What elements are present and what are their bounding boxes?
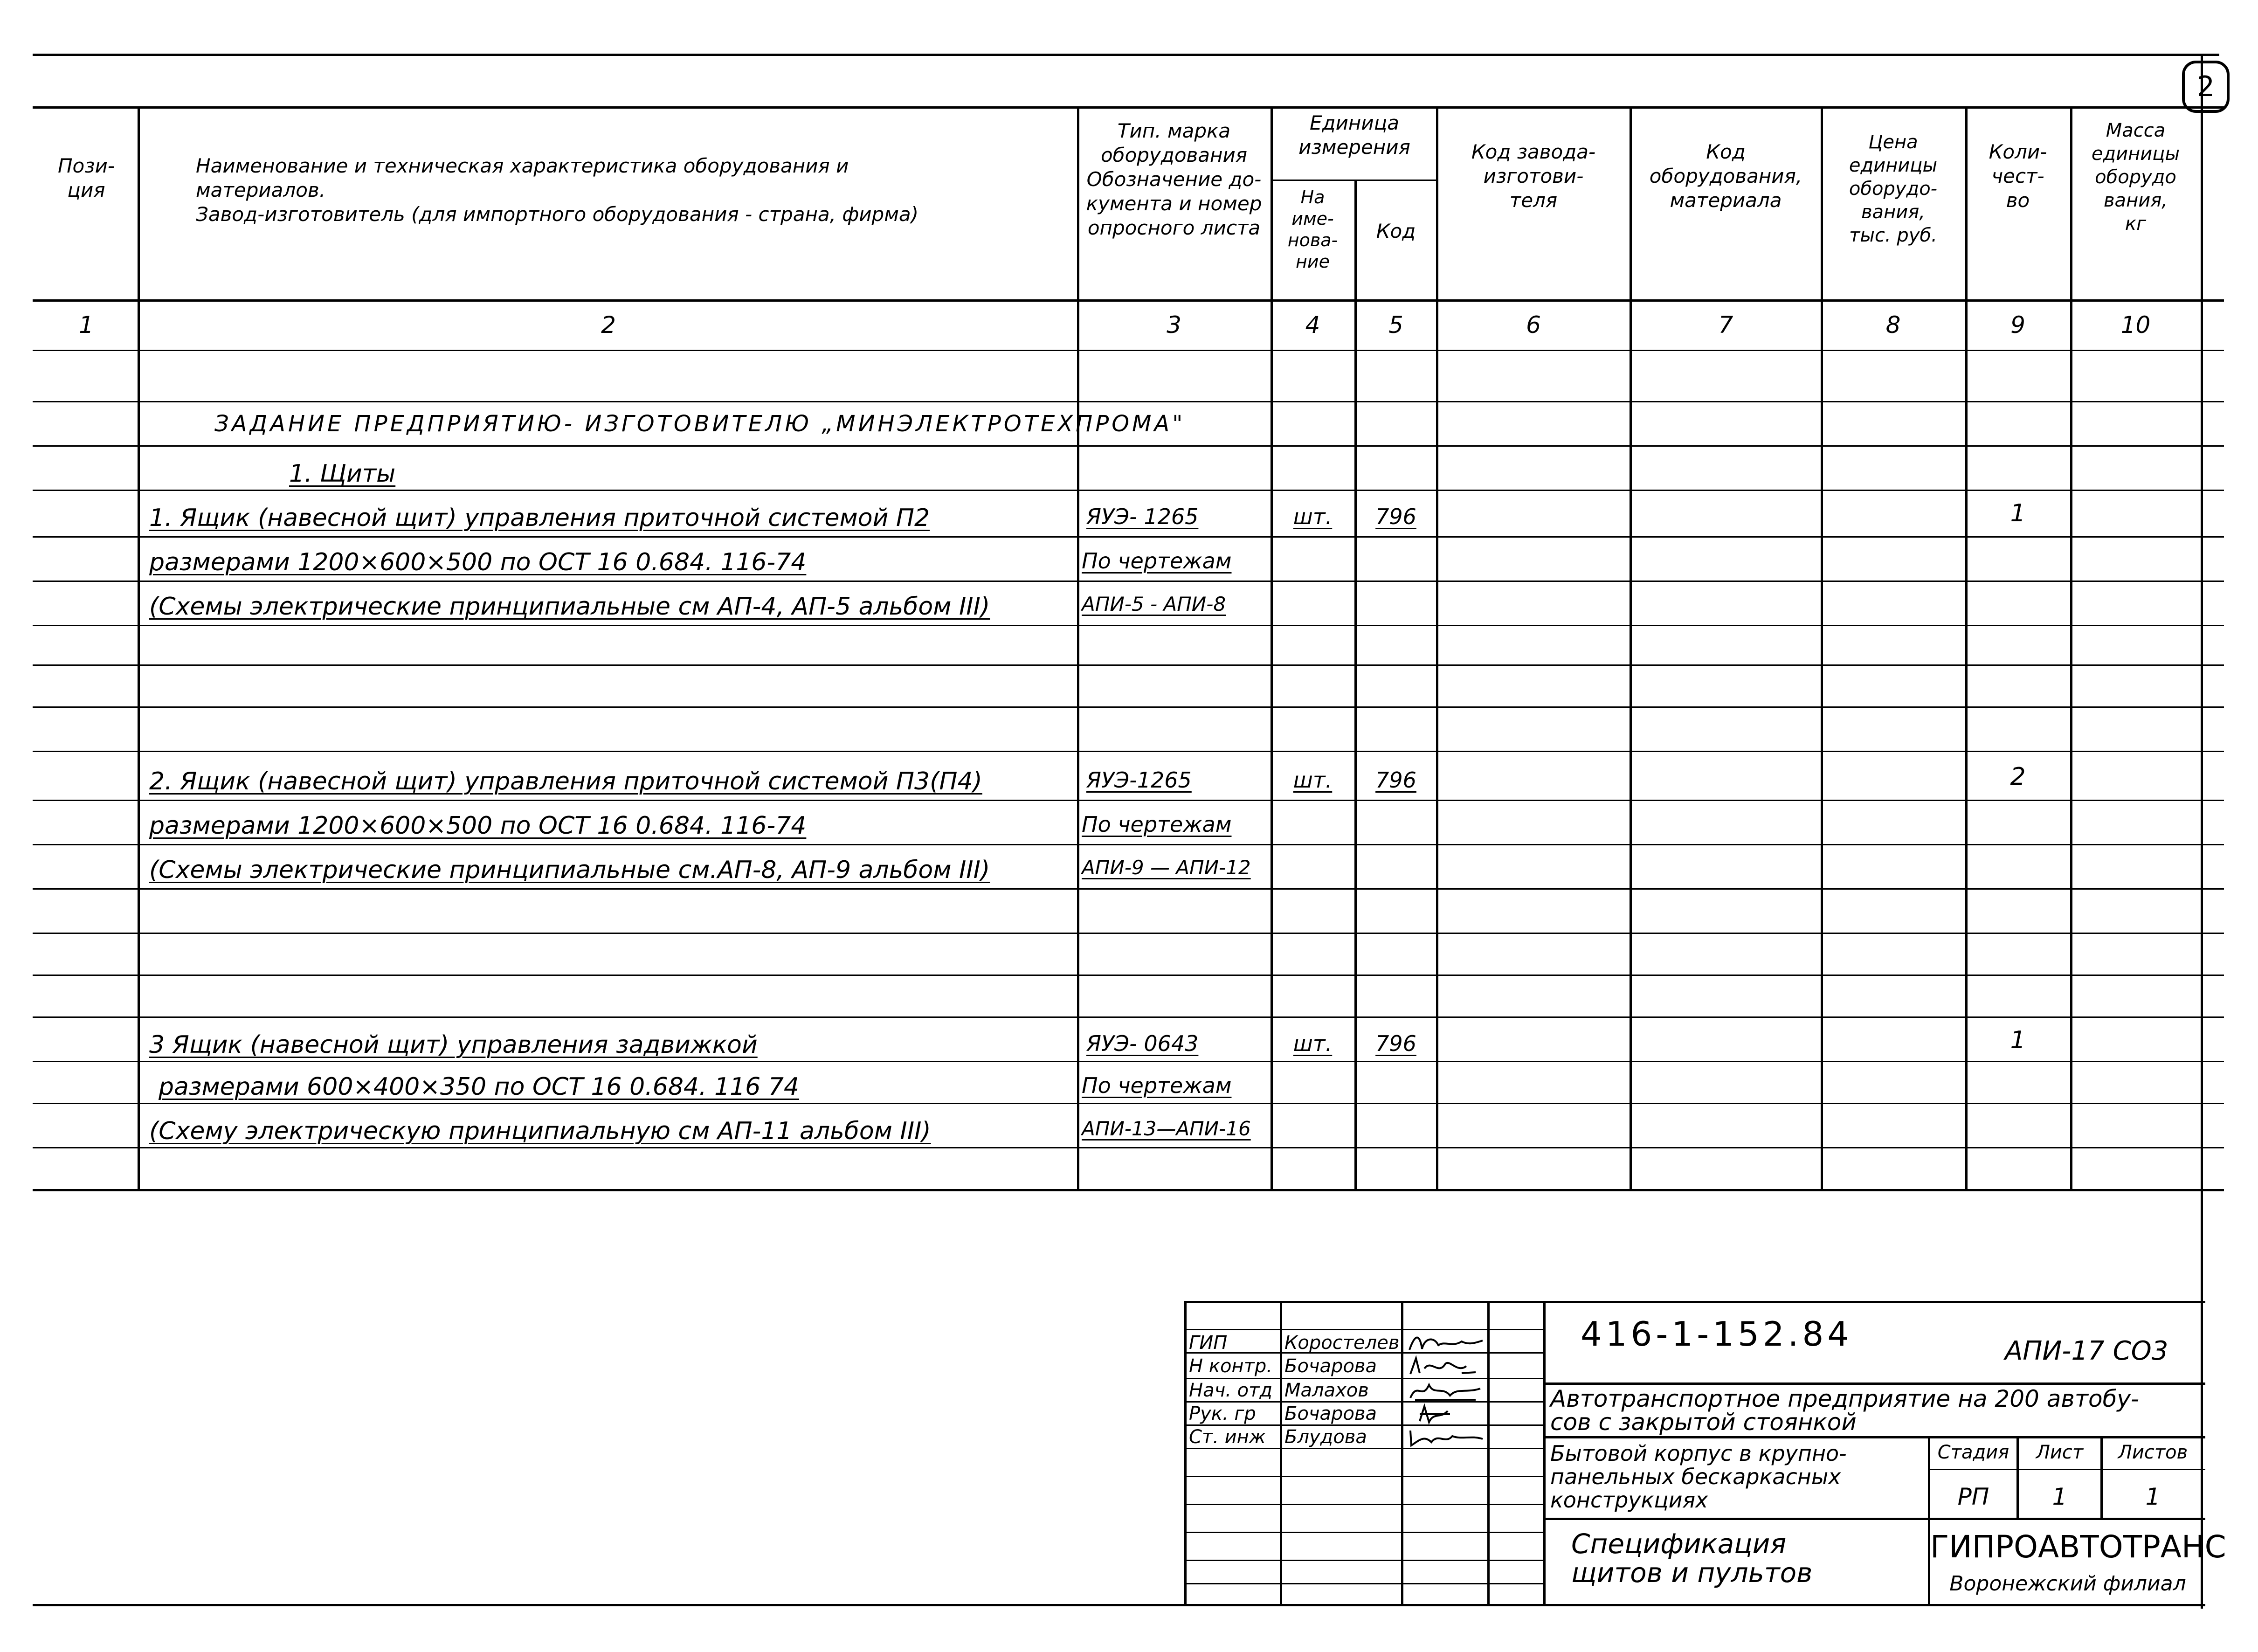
item-2-type: ЯУЭ-1265 xyxy=(1086,767,1192,793)
item-2-line-2: размерами 1200×600×500 по ОСТ 16 0.684. 116-74 xyxy=(149,812,807,840)
header-quantity: Коли- чест- во xyxy=(1989,140,2047,212)
col-number-1: 1 xyxy=(79,311,94,339)
section-title: ЗАДАНИЕ ПРЕДПРИЯТИЮ- ИЗГОТОВИТЕЛЮ „МИНЭЛЕКТРОТЕХПРОМА" xyxy=(214,411,1186,437)
staff-name-3: Малахов xyxy=(1284,1380,1369,1401)
header-position: Пози- ция xyxy=(57,154,115,201)
item-3-line-2: размерами 600×400×350 по ОСТ 16 0.684. 116 74 xyxy=(159,1073,800,1101)
header-unit-name: На име- нова- ние xyxy=(1287,187,1338,272)
stage-label: Стадия xyxy=(1937,1442,2009,1463)
building-description: Бытовой корпус в крупно- панельных бескаркасных конструкциях xyxy=(1550,1441,1847,1513)
item-1-line-1: 1. Ящик (навесной щит) управления приточной системой П2 xyxy=(149,504,930,532)
item-2-qty: 2 xyxy=(2010,763,2026,791)
item-1-type-sheets: АПИ-5 - АПИ-8 xyxy=(1082,593,1226,615)
signature-5 xyxy=(1406,1426,1485,1449)
staff-name-5: Блудова xyxy=(1284,1426,1367,1448)
staff-name-1: Коростелев xyxy=(1284,1332,1400,1354)
staff-role-5: Ст. инж xyxy=(1189,1426,1266,1448)
staff-role-1: ГИП xyxy=(1189,1332,1228,1354)
col-number-8: 8 xyxy=(1885,311,1901,339)
col-number-10: 10 xyxy=(2120,311,2151,339)
staff-name-2: Бочарова xyxy=(1284,1355,1377,1377)
col-number-6: 6 xyxy=(1526,311,1541,339)
sheet-value: 1 xyxy=(2052,1483,2067,1510)
stage-value: РП xyxy=(1957,1483,1989,1510)
sheets-value: 1 xyxy=(2145,1483,2161,1510)
item-1-code: 796 xyxy=(1375,504,1416,529)
project-title: Автотранспортное предприятие на 200 автобу- сов с закрытой стоянкой xyxy=(1550,1385,2140,1436)
sheets-label: Листов xyxy=(2118,1442,2188,1463)
col-number-3: 3 xyxy=(1167,311,1181,339)
header-equipment-code: Код оборудования, материала xyxy=(1649,140,1802,212)
item-3-type-drawing: По чертежам xyxy=(1082,1073,1232,1098)
sheet-label: Лист xyxy=(2036,1442,2084,1463)
header-factory-code: Код завода- изготови- теля xyxy=(1471,140,1596,212)
item-3-type: ЯУЭ- 0643 xyxy=(1086,1031,1199,1056)
item-1-type: ЯУЭ- 1265 xyxy=(1086,504,1199,529)
signature-1 xyxy=(1406,1331,1485,1355)
item-2-type-drawing: По чертежам xyxy=(1082,812,1232,837)
sheet-code: АПИ-17 СО3 xyxy=(2005,1336,2168,1366)
organization-branch: Воронежский филиал xyxy=(1949,1572,2186,1596)
item-1-line-3: (Схемы электрические принципиальные см АП-4, АП-5 альбом III) xyxy=(149,593,990,621)
col-number-5: 5 xyxy=(1388,311,1403,339)
col-number-4: 4 xyxy=(1305,311,1320,339)
signature-2 xyxy=(1406,1355,1485,1378)
item-3-line-3: (Схему электрическую принципиальную см АП-11 альбом III) xyxy=(149,1117,931,1145)
header-name: Наименование и техническая характеристика оборудования и материалов. Завод-изготовитель (для импортного оборудования - страна, фирма) xyxy=(196,154,919,226)
signature-4 xyxy=(1406,1403,1485,1426)
header-mass: Масса единицы оборудо вания, кг xyxy=(2091,120,2180,235)
item-1-unit: шт. xyxy=(1293,504,1333,529)
item-1-type-drawing: По чертежам xyxy=(1082,548,1232,574)
item-3-type-sheets: АПИ-13—АПИ-16 xyxy=(1082,1117,1251,1140)
subsection-title: 1. Щиты xyxy=(289,460,396,488)
item-2-line-3: (Схемы электрические принципиальные см.АП-8, АП-9 альбом III) xyxy=(149,856,990,884)
signature-3 xyxy=(1406,1379,1485,1403)
item-1-line-2: размерами 1200×600×500 по ОСТ 16 0.684. 116-74 xyxy=(149,548,807,576)
item-3-code: 796 xyxy=(1375,1031,1416,1056)
item-2-code: 796 xyxy=(1375,767,1416,793)
col-number-7: 7 xyxy=(1718,311,1733,339)
item-2-type-sheets: АПИ-9 — АПИ-12 xyxy=(1082,856,1251,879)
item-3-qty: 1 xyxy=(2010,1026,2026,1054)
col-number-9: 9 xyxy=(2010,311,2025,339)
staff-name-4: Бочарова xyxy=(1284,1403,1377,1424)
item-3-line-1: 3 Ящик (навесной щит) управления задвижкой xyxy=(149,1031,758,1059)
header-unit-code: Код xyxy=(1376,220,1416,242)
item-2-unit: шт. xyxy=(1293,767,1333,793)
header-price: Цена единицы оборудо- вания, тыс. руб. xyxy=(1849,131,1938,246)
organization-name: ГИПРОАВТОТРАНС xyxy=(1930,1529,2226,1565)
document-code: 416-1-152.84 xyxy=(1581,1314,1853,1354)
page-number: 2 xyxy=(2182,61,2230,113)
item-3-unit: шт. xyxy=(1293,1031,1333,1056)
staff-role-2: Н контр. xyxy=(1189,1355,1272,1377)
item-1-qty: 1 xyxy=(2010,499,2026,527)
header-unit-group: Единица измерения xyxy=(1298,111,1410,159)
staff-role-3: Нач. отд xyxy=(1189,1380,1273,1401)
staff-role-4: Рук. гр xyxy=(1189,1403,1256,1424)
col-number-2: 2 xyxy=(601,311,616,339)
document-title: Спецификация щитов и пультов xyxy=(1571,1528,1813,1589)
header-type-mark: Тип. марка оборудования Обозначение до- кумента и номер опросного листа xyxy=(1086,119,1262,239)
item-2-line-1: 2. Ящик (навесной щит) управления приточной системой П3(П4) xyxy=(149,767,982,795)
